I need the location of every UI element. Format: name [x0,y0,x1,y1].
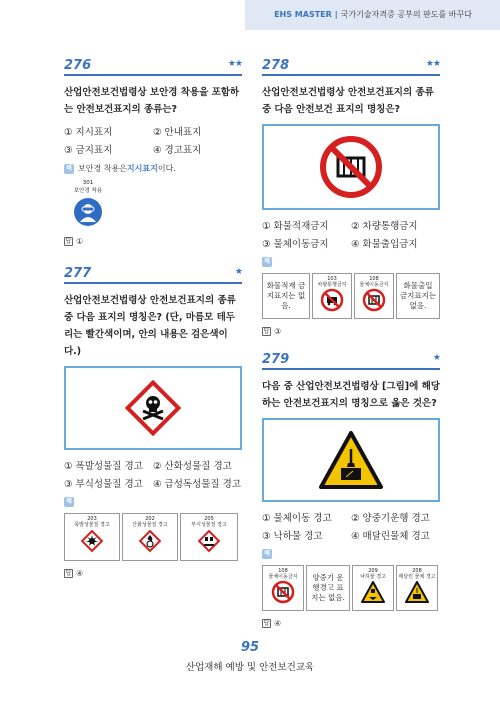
explanation [64,497,242,507]
sign-number: 202 [145,516,155,522]
sign-label: 차량통행금지 [317,282,347,288]
choice-3[interactable]: ③ 낙하물 경고 [262,531,323,542]
question-header [262,352,440,370]
difficulty-stars: ★ [234,267,242,277]
question-header [64,58,242,76]
choice-4[interactable]: ④ 화물출입금지 [351,239,418,250]
question-number: 276 [64,58,92,73]
explosive-sign-icon [79,528,105,554]
question-279 [262,352,440,628]
explanation-icon: 해 [262,257,272,267]
choice-4[interactable]: ④ 급성독성물질 경고 [153,479,241,490]
choice-3[interactable]: ③ 금지표지 [64,145,113,156]
no-vehicles-sign-icon [320,288,344,312]
sign-card-203 [64,513,120,561]
answer [262,327,440,336]
sign-label: 부식성물질 경고 [191,522,227,528]
side-note-right: 화물출입 금지표지는 없음. [396,273,440,319]
page-number: 95 [240,640,260,655]
choice-2[interactable]: ② 양중기운행 경고 [351,513,430,524]
choice-2[interactable]: ② 차량통행금지 [351,221,418,232]
question-header [262,58,440,76]
question-276 [64,58,242,246]
question-header [64,266,242,284]
explanation [262,549,440,559]
sign-label: 물체이동금지 [268,574,298,580]
choice-list [262,510,440,542]
sign-301 [68,180,108,231]
brand-subtitle: 국가기술자격증 공부의 판도를 바꾸다 [340,10,472,19]
skull-crossbones-sign-icon [122,377,184,439]
sign-card-108 [354,273,394,319]
sign-number: 208 [412,568,422,574]
choice-3[interactable]: ③ 부식성물질 경고 [64,479,143,490]
sign-card-205 [180,513,238,561]
sign-number: 301 [82,180,94,186]
no-moving-objects-sign-icon [271,580,295,604]
page-footer [0,640,500,673]
page-header [0,0,500,30]
explanation [64,163,242,174]
answer-icon: 답 [65,238,72,245]
question-text: 다음 중 산업안전보건법령상 [그림]에 해당하는 안전보건표지의 명칭으로 옳은 것은? [262,381,440,409]
sign-number: 108 [369,276,379,282]
choice-1[interactable]: ① 폭발성물질 경고 [64,461,143,472]
explanation-icon: 해 [262,549,272,559]
sign-card-208 [396,565,438,611]
choice-1[interactable]: ① 화물적재금지 [262,221,329,232]
choice-2[interactable]: ② 산화성물질 경고 [153,461,232,472]
question-number: 278 [262,58,290,73]
brand-name: EHS MASTER [274,10,332,19]
sign-card-209 [352,565,394,611]
right-column [262,58,440,628]
sign-label: 매달린 물체 경고 [398,574,436,580]
sign-number: 108 [278,568,288,574]
choice-list [262,218,440,250]
choice-1[interactable]: ① 지시표지 [64,127,113,138]
sign-card-202 [122,513,178,561]
sign-label: 낙하물 경고 [360,574,386,580]
question-text: 산업안전보건법령상 보안경 착용을 포함하는 안전보건표지의 종류는? [64,87,240,115]
question-number: 279 [262,352,290,367]
middle-note: 양중기 운행경고 표지는 없음. [306,565,350,611]
explanation-signs [64,513,242,561]
side-note-left: 화물적재 금지표지는 없음. [262,273,310,319]
corrosive-sign-icon [196,528,222,554]
choice-list [64,124,242,156]
sign-card-103 [312,273,352,319]
no-moving-objects-sign-icon [362,288,386,312]
left-column [64,58,242,578]
answer-value: ④ [274,619,282,628]
sign-number: 205 [204,516,214,522]
no-moving-objects-sign-icon [318,134,384,200]
explanation-highlight: 지시표지 [126,164,158,173]
eye-protection-sign-icon [73,197,103,227]
sign-number: 103 [327,276,337,282]
choice-3[interactable]: ③ 물체이동금지 [262,239,329,250]
explanation-prefix: 보안경 착용은 [78,164,127,173]
difficulty-stars: ★ [432,353,440,363]
question-text: 산업안전보건법령상 안전보건표지의 종류 중 다음 표지의 명칭은? (단, 마름모 테두리는 빨간색이며, 안의 내용은 검은색이다.) [64,295,236,357]
explanation-suffix: 이다. [157,164,176,173]
choice-4[interactable]: ④ 매달린물체 경고 [351,531,430,542]
header-brand [274,9,472,20]
answer-value: ① [76,237,84,246]
sign-number: 203 [87,516,97,522]
answer-value: ④ [76,569,84,578]
explanation-icon: 해 [64,497,74,507]
explanation-signs [262,565,440,611]
question-sign-frame [64,366,242,450]
question-sign-frame [262,124,440,210]
question-sign-frame [262,418,440,502]
question-277 [64,266,242,578]
question-278 [262,58,440,336]
suspended-load-warning-sign-icon [404,580,430,604]
sign-number: 209 [368,568,378,574]
answer [64,569,242,578]
sign-label: 보안경 착용 [73,188,103,194]
explanation-icon: 해 [64,164,74,174]
falling-objects-warning-sign-icon [360,580,386,604]
suspended-load-warning-sign-icon [317,429,385,491]
answer-icon: 답 [263,328,270,335]
explanation [262,257,440,267]
answer-value: ③ [274,327,282,336]
answer-icon: 답 [65,570,72,577]
answer [262,619,440,628]
question-number: 277 [64,266,92,281]
difficulty-stars: ★★ [425,59,440,69]
sign-card-108 [262,565,304,611]
difficulty-stars: ★★ [227,59,242,69]
answer-icon: 답 [263,620,270,627]
choice-list [64,458,242,490]
footer-title: 산업재해 예방 및 안전보건교육 [185,662,315,673]
sign-label: 폭발성물질 경고 [74,522,110,528]
choice-4[interactable]: ④ 경고표지 [153,145,202,156]
sign-label: 물체이동금지 [359,282,389,288]
brand-separator: | [334,10,338,19]
question-text: 산업안전보건법령상 안전보건표지의 종류 중 다음 안전보건 표지의 명칭은? [262,87,434,115]
choice-2[interactable]: ② 안내표지 [153,127,202,138]
choice-1[interactable]: ① 물체이동 경고 [262,513,332,524]
answer [64,237,242,246]
oxidizer-sign-icon [137,528,163,554]
explanation-signs [262,273,440,319]
sign-label: 산화성물질 경고 [132,522,168,528]
